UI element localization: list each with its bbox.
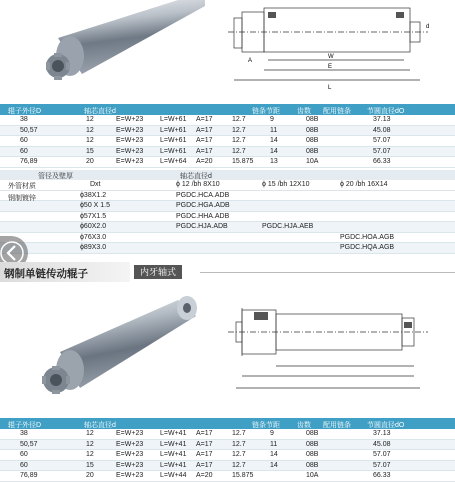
table-cell: L=W+61: [160, 137, 187, 144]
table-cell: 12: [86, 430, 94, 437]
table-cell: 14: [270, 147, 278, 155]
table-cell: 60: [20, 137, 28, 144]
label-tube-material: 外管材质: [8, 183, 36, 190]
label-shaft-20: ϕ 20 /bh 16X14: [340, 181, 388, 188]
section-title: 钢制单链传动辊子: [4, 268, 88, 280]
table-cell: 08B: [306, 440, 319, 448]
table-cell: E=W+23: [116, 147, 144, 155]
col-roller-diameter: 辊子外径D: [8, 108, 42, 115]
table-cell: 15.875: [232, 472, 254, 479]
col-shaft-diameter: 轴芯直径d: [84, 108, 116, 115]
header-size-thickness: 管径及壁厚: [38, 173, 73, 180]
table-cell: 50,57: [20, 440, 38, 448]
table-cell: 15: [86, 461, 94, 469]
table-cell: A=17: [196, 147, 213, 155]
table-cell: 10A: [306, 158, 319, 165]
col-teeth: 齿数: [297, 108, 311, 115]
table-cell: 60: [20, 147, 28, 155]
table-cell: A=17: [196, 451, 213, 458]
col-pitch-diameter: 节圆直径dO: [367, 108, 405, 115]
col-chain-type: 配用链条: [323, 108, 351, 115]
table-cell: 15: [86, 147, 94, 155]
technical-drawing-bottom: [228, 300, 455, 400]
table-row: [0, 429, 455, 440]
table-cell: 9: [270, 430, 274, 437]
table-row: [0, 440, 455, 451]
col-roller-diameter: 辊子外径D: [8, 422, 42, 429]
table-cell: 12.7: [232, 126, 246, 134]
table-cell: 50,57: [20, 126, 38, 134]
table-cell: 08B: [306, 147, 319, 155]
table-cell: L=W+64: [160, 158, 187, 165]
table-cell: L=W+61: [160, 147, 187, 155]
table-cell: 37.13: [373, 430, 391, 437]
label-dxt: Dxt: [90, 181, 101, 188]
table-cell: E=W+23: [116, 461, 144, 469]
table-cell: 38: [20, 116, 28, 123]
section-title-bar: [0, 262, 455, 282]
table-cell: E=W+23: [116, 430, 144, 437]
material-row: [0, 233, 455, 244]
spec-header-bottom: [0, 418, 455, 429]
label-a: A: [248, 58, 253, 64]
table-cell: L=W+61: [160, 126, 187, 134]
table-cell: A=17: [196, 461, 213, 469]
table-cell: A=20: [196, 472, 213, 479]
table-cell: 12.7: [232, 137, 246, 144]
part-number: PGDC.HJA.AEB: [262, 223, 314, 230]
spec-header: [0, 104, 455, 115]
table-cell: L=W+41: [160, 440, 187, 448]
table-cell: 12.7: [232, 430, 246, 437]
col-teeth: 齿数: [297, 422, 311, 429]
table-cell: L=W+41: [160, 430, 187, 437]
table-cell: A=17: [196, 116, 213, 123]
section-subtitle: 内牙轴式: [134, 265, 182, 279]
table-cell: 12: [86, 440, 94, 448]
part-number: PGDC.HQA.AGB: [340, 244, 395, 251]
table-cell: 57.07: [373, 137, 391, 144]
label-shaft-15: ϕ 15 /bh 12X10: [262, 181, 310, 188]
table-row: [0, 147, 455, 158]
material-subheader: [0, 180, 455, 191]
table-cell: 11: [270, 126, 278, 134]
material-row: [0, 212, 455, 223]
table-cell: 57.07: [373, 461, 391, 469]
table-cell: 08B: [306, 430, 319, 437]
table-cell: 12.7: [232, 461, 246, 469]
table-row: [0, 115, 455, 126]
table-cell: 14: [270, 137, 278, 144]
col-chain-pitch: 链条节距: [252, 422, 280, 429]
table-cell: E=W+23: [116, 440, 144, 448]
part-number: PGDC.HCA.ADB: [176, 191, 230, 199]
spec-table-top: [0, 104, 455, 168]
part-number: PGDC.HHA.ADB: [176, 212, 230, 220]
table-cell: 08B: [306, 116, 319, 123]
tube-size: ϕ76X3.0: [80, 233, 107, 241]
table-cell: 60: [20, 461, 28, 469]
table-cell: 12.7: [232, 451, 246, 458]
table-cell: E=W+23: [116, 126, 144, 134]
table-row: [0, 461, 455, 472]
roller-image: [0, 0, 215, 96]
table-cell: 57.07: [373, 451, 391, 458]
table-cell: 20: [86, 472, 94, 479]
material-row: [0, 243, 455, 254]
table-cell: 12: [86, 137, 94, 144]
tube-size: ϕ89X3.0: [80, 244, 107, 251]
header-shaft-diameter: 轴芯直径d: [180, 173, 212, 180]
table-cell: 45.08: [373, 126, 391, 134]
table-cell: 76,89: [20, 472, 38, 479]
roller-photo-top: [0, 0, 215, 96]
label-w: W: [328, 54, 334, 60]
tube-size: ϕ38X1.2: [80, 191, 107, 199]
table-cell: 15.875: [232, 158, 254, 165]
table-row: [0, 157, 455, 168]
table-cell: 66.33: [373, 158, 391, 165]
label-d: d: [426, 24, 430, 30]
table-cell: E=W+23: [116, 116, 144, 123]
spec-table-bottom: [0, 418, 455, 482]
material-row: [0, 191, 455, 202]
col-chain-type: 配用链条: [323, 422, 351, 429]
roller-image: [0, 292, 215, 410]
technical-drawing-top: [228, 0, 455, 96]
table-cell: A=20: [196, 158, 213, 165]
table-cell: 12.7: [232, 116, 246, 123]
tube-size: ϕ57X1.5: [80, 212, 107, 220]
table-cell: L=W+41: [160, 451, 187, 458]
divider: [200, 272, 455, 273]
table-cell: 13: [270, 158, 278, 165]
table-cell: E=W+23: [116, 158, 144, 165]
table-cell: 9: [270, 116, 274, 123]
label-e: E: [328, 64, 333, 70]
table-cell: 66.33: [373, 472, 391, 479]
table-cell: 12.7: [232, 440, 246, 448]
material-row: [0, 201, 455, 212]
table-cell: 08B: [306, 461, 319, 469]
table-cell: 08B: [306, 126, 319, 134]
table-cell: 60: [20, 451, 28, 458]
label-l: L: [328, 85, 332, 91]
table-cell: 38: [20, 430, 28, 437]
roller-photo-bottom: [0, 292, 215, 410]
table-cell: A=17: [196, 440, 213, 448]
table-cell: 12.7: [232, 147, 246, 155]
table-cell: L=W+41: [160, 461, 187, 469]
label-shaft-12: ϕ 12 /bh 8X10: [176, 181, 220, 188]
table-cell: E=W+23: [116, 137, 144, 144]
table-cell: 14: [270, 461, 278, 469]
table-row: [0, 136, 455, 147]
col-chain-pitch: 链条节距: [252, 108, 280, 115]
part-number: PGDC.HOA.AGB: [340, 233, 395, 241]
col-pitch-diameter: 节圆直径dO: [367, 422, 405, 429]
table-cell: 10A: [306, 472, 319, 479]
table-cell: 37.13: [373, 116, 391, 123]
material-table: [0, 170, 455, 254]
tube-size: ϕ50 X 1.5: [80, 202, 110, 209]
table-cell: 20: [86, 158, 94, 165]
table-cell: A=17: [196, 430, 213, 437]
table-cell: A=17: [196, 126, 213, 134]
table-cell: 11: [270, 440, 278, 448]
material-header: [0, 170, 455, 180]
table-cell: 14: [270, 451, 278, 458]
table-cell: E=W+23: [116, 472, 144, 479]
part-number: PGDC.HGA.ADB: [176, 202, 230, 209]
table-cell: E=W+23: [116, 451, 144, 458]
table-cell: 12: [86, 126, 94, 134]
table-cell: 08B: [306, 137, 319, 144]
tube-size: ϕ60X2.0: [80, 223, 107, 230]
label-galvanized-steel: 钢制镀锌: [8, 194, 36, 202]
table-cell: 76,89: [20, 158, 38, 165]
table-row: [0, 450, 455, 461]
table-cell: L=W+61: [160, 116, 187, 123]
table-cell: 12: [86, 116, 94, 123]
table-cell: 57.07: [373, 147, 391, 155]
table-cell: 45.08: [373, 440, 391, 448]
table-cell: L=W+44: [160, 472, 187, 479]
table-cell: 12: [86, 451, 94, 458]
col-shaft-diameter: 轴芯直径d: [84, 422, 116, 429]
table-row: [0, 471, 455, 482]
part-number: PGDC.HJA.ADB: [176, 223, 228, 230]
table-row: [0, 126, 455, 137]
table-cell: A=17: [196, 137, 213, 144]
material-row: [0, 222, 455, 233]
table-cell: 08B: [306, 451, 319, 458]
